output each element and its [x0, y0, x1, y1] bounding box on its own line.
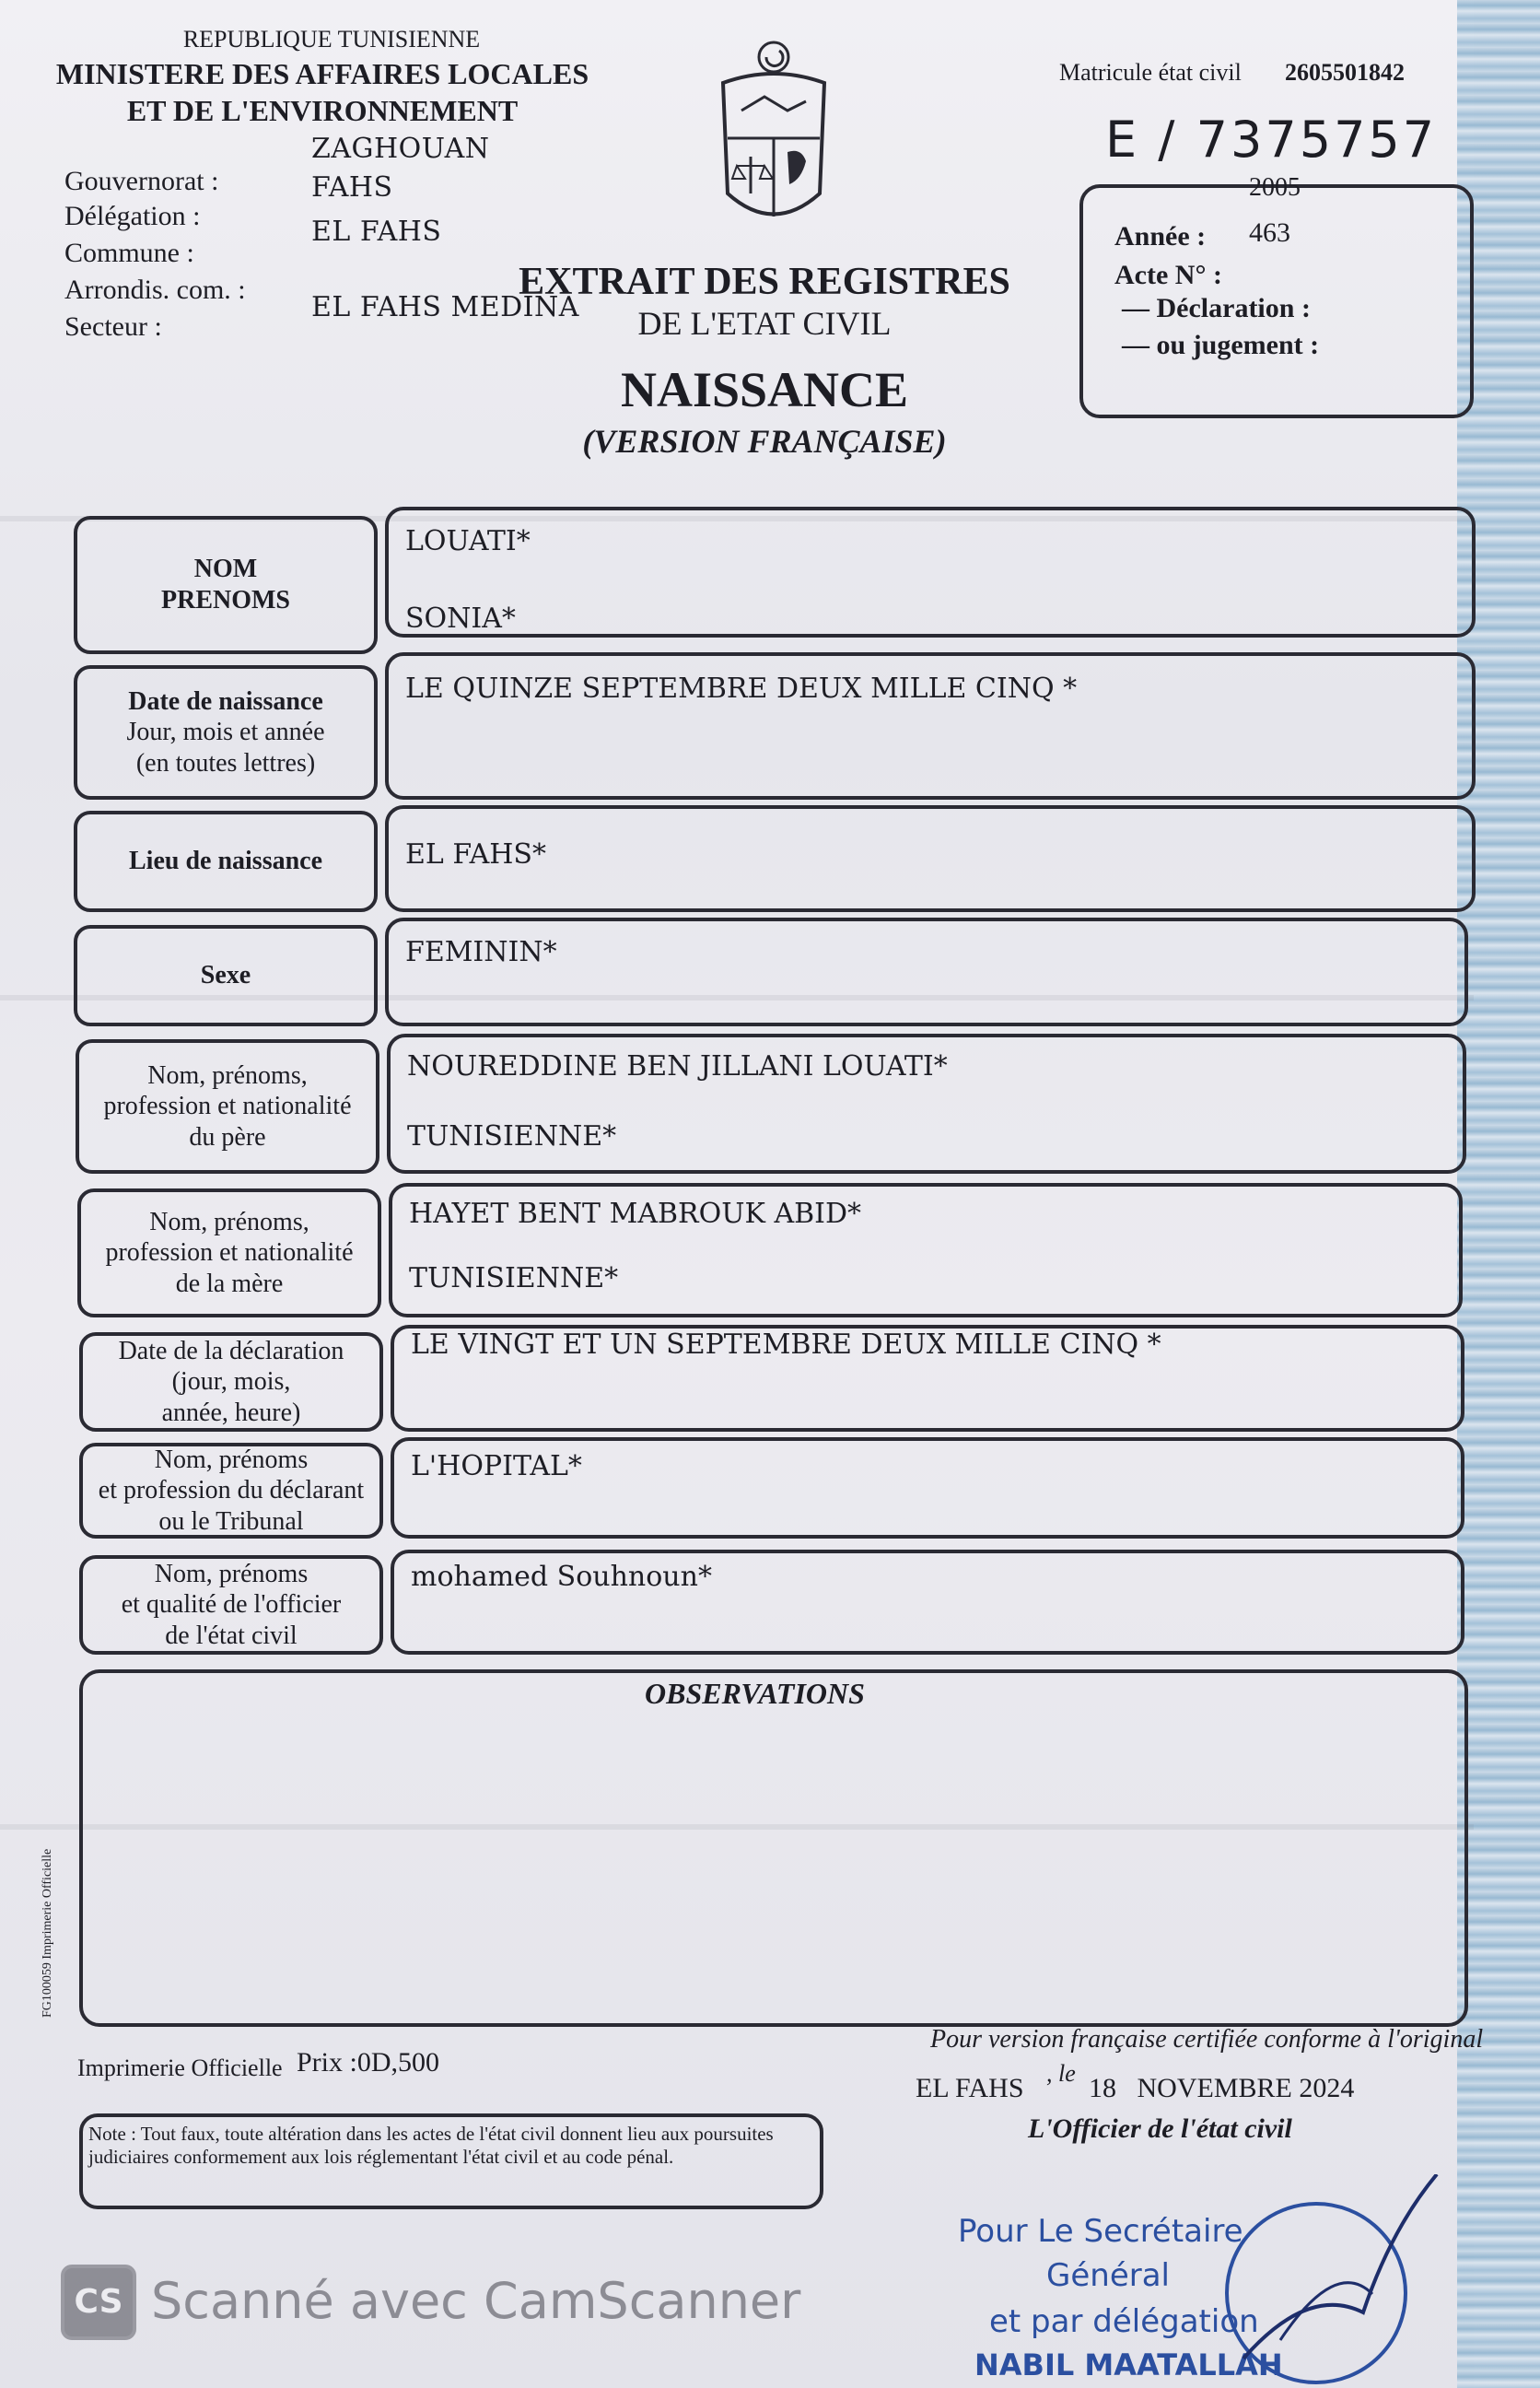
label-line: année, heure) [161, 1398, 301, 1427]
date-declaration-value: LE VINGT ET UN SEPTEMBRE DEUX MILLE CINQ * [411, 1329, 1161, 1361]
legal-note: Note : Tout faux, toute altération dans les actes de l'état civil donnent lieu aux poursuites judiciaires conformement aux lois réglementant l'état civil et au code pénal. [88, 2123, 774, 2169]
date-naissance-value: LE QUINZE SEPTEMBRE DEUX MILLE CINQ * [405, 673, 1078, 705]
signature-icon [1225, 2174, 1455, 2386]
lieu-naissance-value: EL FAHS* [405, 838, 546, 871]
delegation-label: Délégation : [64, 201, 201, 231]
secteur-value: EL FAHS MEDINA [311, 291, 579, 323]
tunisia-coat-of-arms-icon [709, 37, 838, 240]
certification-text: Pour version française certifiée conforme à l'original [930, 2025, 1484, 2054]
label-line: Nom, prénoms, [147, 1060, 308, 1090]
label-line: de la mère [175, 1269, 284, 1298]
row-value-officier [391, 1550, 1464, 1655]
declarant-value: L'HOPITAL* [411, 1450, 582, 1482]
serial-number: E / 7375757 [1105, 111, 1438, 169]
prix-label: Prix :0D,500 [297, 2047, 440, 2078]
officier-title: L'Officier de l'état civil [1028, 2113, 1292, 2144]
label-line: et profession du déclarant [98, 1476, 365, 1505]
row-label-officier [79, 1555, 383, 1655]
label-line: ou le Tribunal [158, 1506, 304, 1536]
mere-nationalite-value: TUNISIENNE* [409, 1262, 619, 1294]
declaration-label: — Déclaration : [1122, 293, 1311, 323]
place-value: EL FAHS [916, 2073, 1024, 2103]
label-line: PRENOMS [161, 586, 290, 615]
label-line: Nom, prénoms [154, 1559, 309, 1588]
row-value-declarant [391, 1437, 1464, 1539]
row-label-date-declaration [79, 1332, 383, 1432]
acte-label: Acte N° : [1114, 260, 1222, 290]
stamp-line: et par délégation [989, 2303, 1259, 2340]
gouvernorat-value: ZAGHOUAN [311, 133, 490, 165]
republique-label: REPUBLIQUE TUNISIENNE [182, 26, 481, 53]
label-line: Nom, prénoms [154, 1445, 309, 1474]
acte-value: 463 [1249, 217, 1290, 248]
label-line: NOM [193, 555, 258, 584]
observations-box [79, 1669, 1468, 2027]
commune-label: Commune : [64, 238, 194, 268]
annee-value: 2005 [1249, 173, 1301, 202]
pere-nationalite-value: TUNISIENNE* [407, 1120, 617, 1153]
row-label-sexe [74, 925, 378, 1026]
row-value-mere [389, 1183, 1463, 1317]
prenoms-value: SONIA* [405, 603, 516, 635]
officier-value: mohamed Souhnoun* [411, 1561, 712, 1593]
nom-value: LOUATI* [405, 525, 531, 557]
mere-nom-value: HAYET BENT MABROUK ABID* [409, 1198, 862, 1230]
row-label-declarant [79, 1443, 383, 1539]
title-line-2: DE L'ETAT CIVIL [637, 305, 892, 342]
row-value-nom-prenoms [385, 507, 1476, 638]
ministere-line-2: ET DE L'ENVIRONNEMENT [126, 94, 519, 127]
label-line: Date de la déclaration [118, 1336, 344, 1365]
title-version: (VERSION FRANÇAISE) [582, 423, 947, 460]
label-line: profession et nationalité [103, 1092, 352, 1121]
title-naissance: NAISSANCE [620, 362, 909, 417]
label-line: Sexe [200, 961, 251, 990]
label-line: Lieu de naissance [128, 847, 323, 876]
commune-value: EL FAHS [311, 216, 442, 248]
label-line: du père [189, 1122, 266, 1152]
delegation-value: FAHS [311, 171, 393, 204]
observations-title: OBSERVATIONS [645, 1677, 865, 1710]
pere-nom-value: NOUREDDINE BEN JILLANI LOUATI* [407, 1050, 948, 1083]
row-value-pere [387, 1034, 1466, 1174]
label-line: Jour, mois et année [126, 718, 325, 747]
stamp-line: Général [1046, 2257, 1170, 2294]
matricule-label: Matricule état civil [1059, 59, 1242, 86]
gouvernorat-label: Gouvernorat : [64, 166, 219, 196]
annee-label: Année : [1114, 221, 1207, 252]
row-label-mere [77, 1188, 381, 1317]
row-label-lieu-naissance [74, 811, 378, 912]
issue-date: 18 NOVEMBRE 2024 [1089, 2073, 1355, 2103]
row-value-date-naissance [385, 652, 1476, 800]
imprimerie-label: Imprimerie Officielle [77, 2054, 283, 2081]
camscanner-logo-icon [61, 2265, 136, 2340]
label-line: de l'état civil [165, 1621, 298, 1650]
row-label-nom-prenoms [74, 516, 378, 654]
row-label-pere [76, 1039, 379, 1174]
jugement-label: — ou jugement : [1122, 330, 1320, 360]
side-print-code: FG100059 Imprimerie Officielle [41, 1848, 54, 2018]
row-value-date-declaration [391, 1325, 1464, 1432]
ministere-line-1: MINISTERE DES AFFAIRES LOCALES [55, 57, 589, 90]
label-line: profession et nationalité [105, 1238, 354, 1268]
label-line: (jour, mois, [171, 1367, 291, 1397]
sexe-value: FEMININ* [405, 936, 557, 968]
camscanner-watermark: Scanné avec CamScanner [151, 2272, 801, 2330]
label-line: Date de naissance [128, 686, 323, 716]
le-label: , le [1046, 2060, 1076, 2087]
camscanner-logo-text: CS [74, 2283, 123, 2321]
label-line: et qualité de l'officier [121, 1590, 342, 1620]
row-label-date-naissance [74, 665, 378, 800]
stamp-line: Pour Le Secrétaire [958, 2213, 1243, 2250]
matricule-value: 2605501842 [1285, 59, 1405, 86]
secteur-label: Secteur : [64, 311, 162, 342]
title-line-1: EXTRAIT DES REGISTRES [519, 261, 1010, 303]
label-line: Nom, prénoms, [149, 1207, 309, 1236]
row-value-lieu-naissance [385, 805, 1476, 912]
arrondissement-label: Arrondis. com. : [64, 275, 246, 305]
stamp-line: NABIL MAATALLAH [974, 2347, 1283, 2382]
label-line: (en toutes lettres) [135, 748, 316, 778]
row-value-sexe [385, 918, 1468, 1026]
